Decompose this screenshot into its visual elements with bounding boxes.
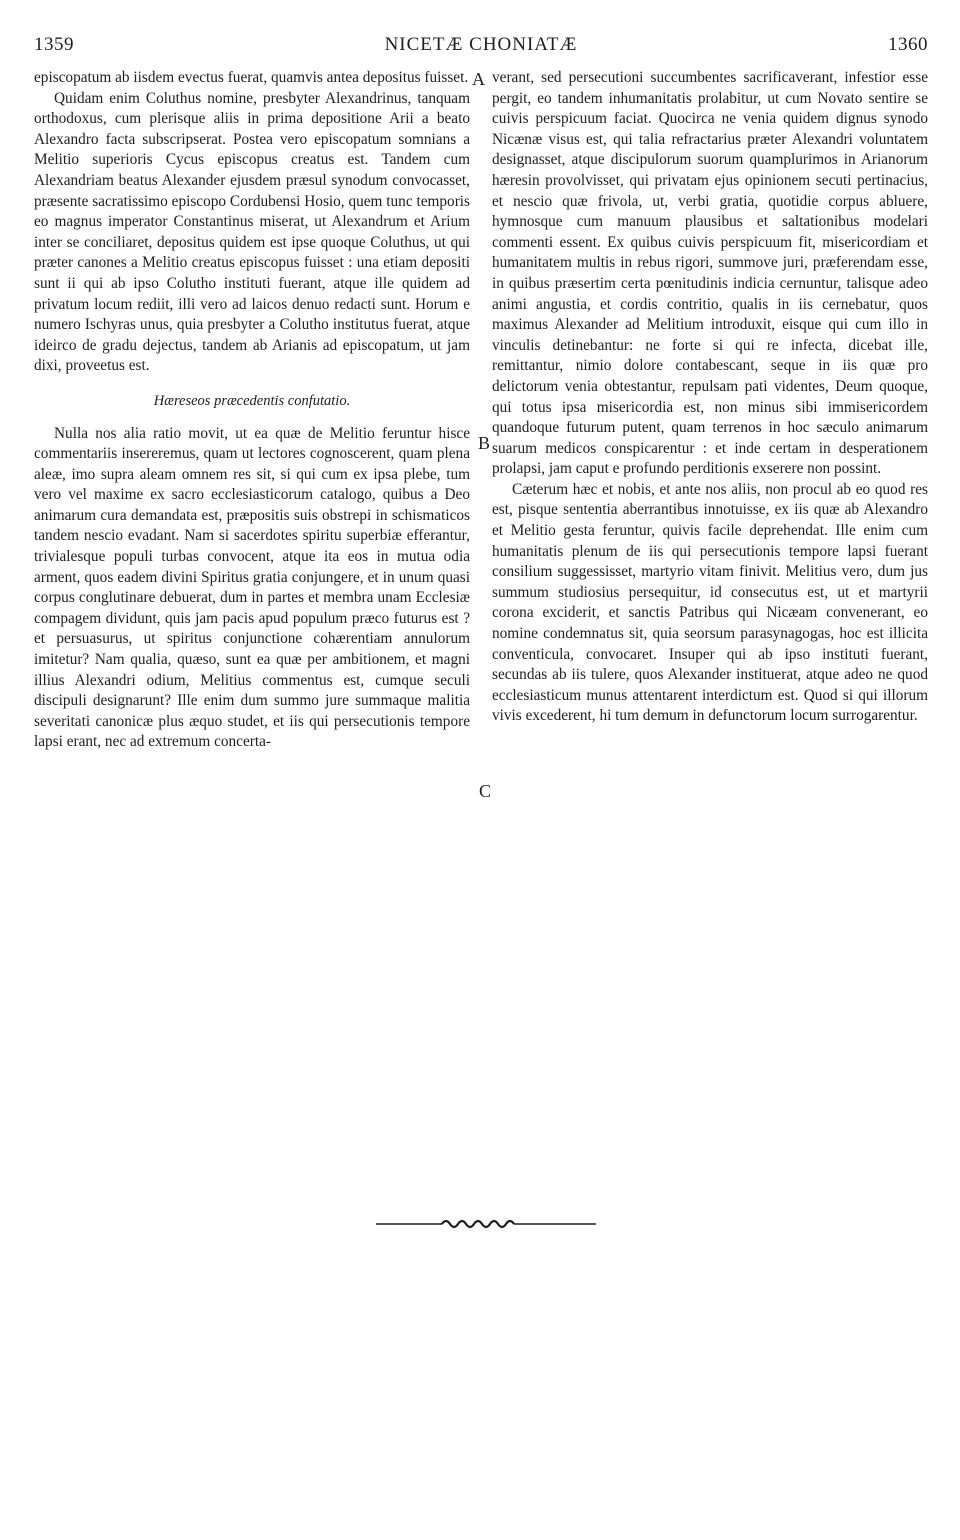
page-number-right: 1360 [888,34,928,55]
margin-marker-a: A [472,69,485,89]
margin-marker-b: B [478,433,491,453]
left-column [34,68,470,753]
paragraph: Nulla nos alia ratio movit, ut ea quæ de Melitio feruntur hisce commentariis insereremus, quam ut lectores cognoscerent, quam plena aleæ, imo supra aleam omnem res sit, si qui cum ex ipsa plebe, tum vero vel maxime ex sacro ecclesiasticorum catalogo, quibus a Deo animarum cura demandata est, præpositis suis obstrepi in schismaticos tandem nescio evadant. Nam si sacerdotes spiritu superbiæ efferantur, trivialesque populi turbas convocent, atque ita eos in mutua odia arment, quos eadem divini Spiritus gratia conjungere, et in unum quasi corpus conglutinare debuerat, dum in partes et membra unam Ecclesiæ compagem dividunt, quis jam pacis apud populum præco futurus est ? et persuasurus, ut spiritus conjunctione cohærentiam annulorum imitetur? Nam qualia, quæso, sunt ea quæ per ambitionem, et magni illius Alexandri odium, Melitius commentus est, cumque seculi discipuli designarunt? Ille enim dum summo jure summaque malitia severitati canonicæ plus æquo studet, et iis qui persecutionis tempore lapsi erant, nec ad extremum concerta- [34,424,470,751]
section-heading: Hæreseos præcedentis confutatio. [153,392,351,409]
running-title: NICETÆ CHONIATÆ [384,34,578,55]
paragraph: Cæterum hæc et nobis, et ante nos aliis, non procul ab eo quod res est, pisque sententia aberrantibus innotuisse, ex iis quæ ab Alexandro et Melitio gesta feruntur, quivis facile deprehendat. Ille enim cum humanitatis plenum de iis qui persecutionis tempore lapsi fuerant consilium suggessisset, martyrio vitam finivit. Melitius vero, dum jus summum studiosius persequitur, id consecutus est, ut et martyrii corona exciderit, et sanctis Patribus qui Nicæam convenerant, eo nomine condemnatus sit, quia seorsum parasynagogas, hoc est illicita conventicula, convocaret. Insuper qui ab ipso instituti fuerant, secundas ab iis tulere, quos Alexander instituerat, atque adeo ne quod ecclesiasticum munus attentarent interdictum est. Quod si qui illorum vivis excederent, hi tum demum in defunctorum locum surrogarentur. [492,480,928,725]
page-header [34,34,928,60]
paragraph: episcopatum ab iisdem evectus fuerat, quamvis antea depositus fuisset. [34,69,469,86]
paragraph: verant, sed persecutioni succumbentes sacrificaverant, infestior esse pergit, eo tandem inhumanitatis prolabitur, ut cum Novato sentire se cuivis perspicuum faciat. Quocirca ne venia quidem dignus synodo Nicænæ visus est, qui talia refractarius præter Alexandri voluntatem designasset, atque discipulorum suorum quamplurimos in Arianorum hæresin provolvisset, qui privatam ejus opinionem secuti pertinacius, et nescio quæ frivola, ut, verbi gratia, quotidie corpus abluere, hymnosque cum manuum plausibus et saltationibus modelari commenti essent. Ex quibus cuivis perspicuum fit, misericordiam et humanitatem multis in rebus rigori, summove juri, præferendam esse, in quibus præsertim certa pœnitudinis indicia cernuntur, talisque adeo animi angustia, et cordis contritio, qualis in iis cernebatur, quos maximus Alexander ad Melitium introduxit, eisque qui cum illo in vinculis detinebantur: ne forte si qui re infecta, dicebat ille, remittantur, nimio dolore contabescant, seque in iis quæ pro delictorum venia obtestantur, repulsam pati videntes, Deum quoque, qui totus ipsa misericordia est, non minus sibi immisericordem quandoque futurum putent, quam terrenos in hoc sæculo animarum suarum medicos conspicarentur : et inde certam in desperationem prolapsi, jam caput e profundo perditionis exserere non possint. [492,69,928,478]
paragraph: Quidam enim Coluthus nomine, presbyter Alexandrinus, tanquam orthodoxus, cum plerisque aliis in prima depositione Arii a beato Alexandro facta subscripserat. Postea vero episcopatum somnians a Melitio superioris Cycus episcopus creatus est. Tandem cum Alexandriam beatus Alexander ejusdem præsul synodum convocasset, præsente sacratissimo episcopo Cordubensi Hosio, quem tunc temporis eo magnus imperator Constantinus miserat, ut Alexandrum et Arium inter se conciliaret, depositus quidem est ipse quoque Coluthus, ut qui præter canones a Melitio creatus episcopus fuisset : una etiam depositi sunt ii qui ab ipso Colutho instituti fuerant, atque ille quidem ad privatum locum rediit, illi vero ad laicos denuo redacti sunt. Horum e numero Ischyras unus, quia presbyter a Colutho institutus fuerat, atque ideirco de gradu dejectus, tandem ab Arianis ad episcopatum, ut jam dixi, proveetus est. [34,89,470,375]
margin-marker-c: C [479,781,492,801]
right-column [492,68,928,727]
end-ornament [376,1214,596,1234]
page-number-left: 1359 [34,34,74,55]
